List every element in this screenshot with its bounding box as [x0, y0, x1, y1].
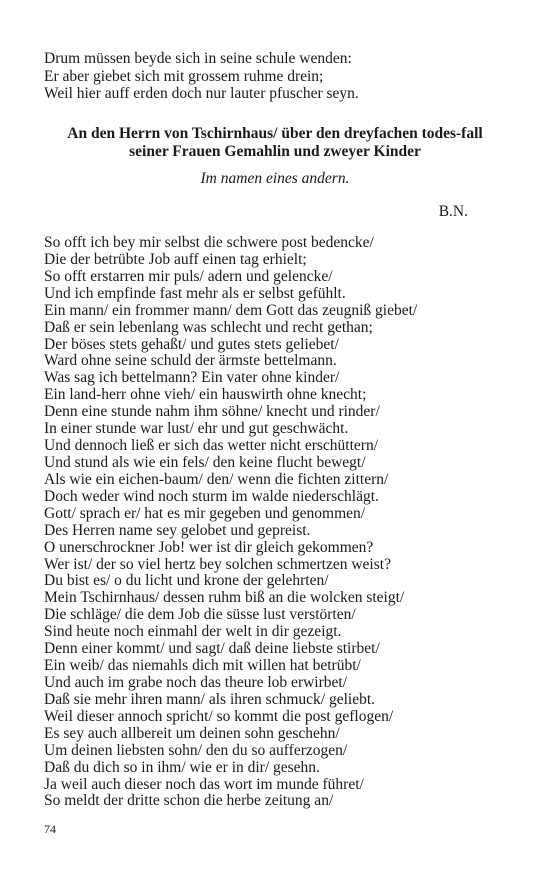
verse-line: Und stund als wie ein fels/ den keine flucht bewegt/	[44, 453, 366, 471]
verse-line: Die der betrübte Job auff einen tag erhielt;	[44, 250, 307, 268]
verse-line: Daß du dich so in ihm/ wie er in dir/ gesehn.	[44, 758, 320, 776]
poem-title	[30, 125, 520, 161]
author-initials: B.N.	[438, 203, 468, 220]
verse-line: Es sey auch allbereit um deinen sohn geschehn/	[44, 724, 340, 742]
verse-line: Denn eine stunde nahm ihm söhne/ knecht und rinder/	[44, 403, 380, 421]
verse-line: Des Herren name sey gelobet und gepreist.	[44, 521, 311, 539]
verse-line: O unerschrockner Job! wer ist dir gleich gekommen?	[44, 538, 374, 556]
verse-line: Denn einer kommt/ und sagt/ daß deine liebste stirbet/	[44, 640, 380, 658]
verse-line: Als wie ein eichen-baum/ den/ wenn die fichten zittern/	[44, 470, 389, 488]
verse-line: Drum müssen beyde sich in seine schule wenden:	[44, 50, 352, 67]
verse-line: Wer ist/ der so viel hertz bey solchen schmertzen weist?	[44, 555, 391, 573]
verse-line: Weil dieser annoch spricht/ so kommt die post geflogen/	[44, 707, 394, 725]
poem-subtitle: Im namen eines andern.	[200, 170, 350, 187]
verse-line: Daß sie mehr ihren mann/ als ihren schmuck/ geliebt.	[44, 690, 376, 708]
verse-line: Du bist es/ o du licht und krone der gelehrten/	[44, 572, 329, 590]
verse-line: Ein land-herr ohne vieh/ ein hauswirth ohne knecht;	[44, 386, 367, 404]
verse-line: Die schläge/ die dem Job die süsse lust verstörten/	[44, 606, 356, 624]
verse-line: So offt erstarren mir puls/ adern und gelencke/	[44, 267, 333, 285]
verse-line: Sind heute noch einmahl der welt in dir gezeigt.	[44, 623, 342, 641]
verse-line: Um deinen liebsten sohn/ den du so aufferzogen/	[44, 741, 348, 759]
verse-line: Und auch im grabe noch das theure lob erwirbet/	[44, 673, 348, 691]
verse-line: Weil hier auff erden doch nur lauter pfuscher seyn.	[44, 85, 359, 103]
poem-title-line-2: seiner Frauen Gemahlin und zweyer Kinder	[129, 143, 421, 160]
verse-line: Der böses stets gehaßt/ und gutes stets geliebet/	[44, 335, 339, 353]
verse-line: In einer stunde war lust/ ehr und gut geschwächt.	[44, 420, 349, 438]
preceding-stanza	[44, 50, 359, 103]
verse-line: Was sag ich bettelmann? Ein vater ohne kinder/	[44, 369, 340, 387]
verse-line: Gott/ sprach er/ hat es mir gegeben und genommen/	[44, 504, 366, 522]
verse-line: So meldt der dritte schon die herbe zeitung an/	[44, 792, 334, 810]
verse-line: Mein Tschirnhaus/ dessen ruhm biß an die wolcken steigt/	[44, 589, 405, 607]
verse-line: Und ich empfinde fast mehr als er selbst gefühlt.	[44, 284, 346, 302]
verse-line: Ein weib/ das niemahls dich mit willen hat betrübt/	[44, 657, 361, 675]
verse-line: Ward ohne seine schuld der ärmste bettelmann.	[44, 352, 337, 370]
poem-title-line-1: An den Herrn von Tschirnhaus/ über den dreyfachen todes-fall	[67, 125, 483, 142]
verse-line: Und dennoch ließ er sich das wetter nicht erschüttern/	[44, 437, 378, 455]
poem-body	[44, 235, 417, 810]
page-number: 74	[44, 822, 56, 836]
verse-line: So offt ich bey mir selbst die schwere post bedencke/	[44, 234, 374, 251]
verse-line: Daß er sein lebenlang was schlecht und recht gethan;	[44, 318, 373, 336]
verse-line: Ja weil auch dieser noch das wort im munde führet/	[44, 775, 364, 793]
verse-line: Er aber giebet sich mit grossem ruhme drein;	[44, 67, 324, 85]
verse-line: Ein mann/ ein frommer mann/ dem Gott das zeugniß giebet/	[44, 301, 418, 319]
verse-line: Doch weder wind noch sturm im walde niederschlägt.	[44, 487, 379, 505]
